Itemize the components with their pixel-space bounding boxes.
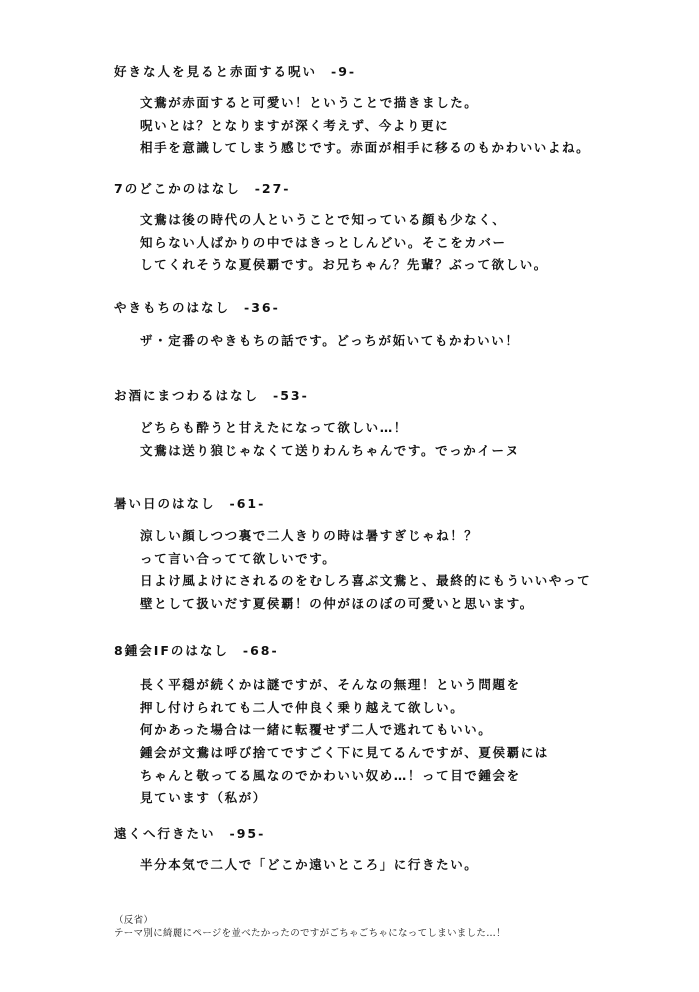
section-page-number: -27-: [254, 181, 291, 196]
section-body: [140, 330, 519, 353]
body-line: 文鴦は後の時代の人ということで知っている顔も少なく、: [140, 212, 507, 227]
body-line: してくれそうな夏侯覇です。お兄ちゃん？先輩？ぶって欲しい。: [140, 257, 548, 273]
section-heading: [114, 179, 290, 197]
section-body: [140, 92, 590, 160]
section-page-number: -9-: [331, 64, 357, 79]
body-line: 押し付けられても二人で仲良く乗り越えて欲しい。: [140, 699, 465, 715]
body-line: 何かあった場合は一緒に転覆せず二人で逃れてもいい。: [140, 722, 493, 738]
body-line: ちゃんと敬ってる風なのでかわいい奴め…！って目で鍾会を: [140, 767, 521, 783]
section-title: 好きな人を見ると赤面する呪い: [114, 64, 318, 79]
body-line: 文鴦は送り狼じゃなくて送りわんちゃんです。でっかイーヌ: [140, 442, 520, 458]
section-title: 8鍾会IFのはなし: [114, 643, 229, 658]
section-page-number: -36-: [244, 300, 280, 315]
body-line: 文鴦が赤面すると可愛い！ということで描きました。: [140, 95, 479, 110]
section-body: [140, 674, 549, 810]
section-page-number: -53-: [273, 388, 309, 403]
section-heading: [114, 824, 265, 842]
section-heading: [114, 494, 265, 512]
body-line: 見ています（私が）: [140, 790, 267, 806]
section-body: [140, 209, 548, 277]
section-title: 暑い日のはなし: [114, 496, 216, 511]
body-line: 長く平穏が続くかは謎ですが、そんなの無理！という問題を: [140, 677, 521, 692]
section-body: [140, 417, 520, 462]
section-page-number: -61-: [229, 496, 266, 511]
body-line: 壁として扱いだす夏侯覇！の仲がほのぼの可愛いと思います。: [140, 596, 534, 612]
body-line: 半分本気で二人で「どこか遠いところ」に行きたい。: [140, 857, 479, 872]
body-line: 呪いとは？となりますが深く考えず、今より更に: [140, 117, 450, 133]
note-label: （反省）: [114, 915, 154, 926]
body-line: って言い合ってて欲しいです。: [140, 550, 337, 566]
section-body: [140, 854, 478, 877]
section-heading: [114, 62, 356, 80]
body-line: 相手を意識してしまう感じです。赤面が相手に移るのもかわいいよね。: [140, 140, 591, 156]
section-body: [140, 525, 591, 616]
section-heading: [114, 386, 309, 404]
section-title: お酒にまつわるはなし: [114, 388, 260, 403]
reflection-note: [114, 914, 506, 940]
body-line: どちらも酔うと甘えたになって欲しい…！: [140, 420, 408, 435]
section-page-number: -68-: [242, 643, 279, 658]
note-text: テーマ別に綺麗にページを並べたかったのですがごちゃごちゃになってしまいました…！: [114, 928, 506, 939]
body-line: 日よけ風よけにされるのをむしろ喜ぶ文鴦と、最終的にもういいやって: [140, 573, 592, 589]
body-line: 涼しい顔しつつ裏で二人きりの時は暑すぎじゃね！？: [140, 528, 479, 543]
section-title: 遠くへ行きたい: [114, 826, 216, 841]
body-line: 知らない人ばかりの中ではきっとしんどい。そこをカバー: [140, 234, 507, 250]
section-title: 7のどこかのはなし: [114, 181, 241, 196]
section-heading: [114, 298, 280, 316]
body-line: ザ・定番のやきもちの話です。どっちが妬いてもかわいい！: [140, 333, 520, 348]
section-page-number: -95-: [229, 826, 266, 841]
section-heading: [114, 641, 279, 659]
section-title: やきもちのはなし: [114, 300, 231, 315]
body-line: 鍾会が文鴦は呼び捨てですごく下に見てるんですが、夏侯覇には: [140, 745, 549, 761]
